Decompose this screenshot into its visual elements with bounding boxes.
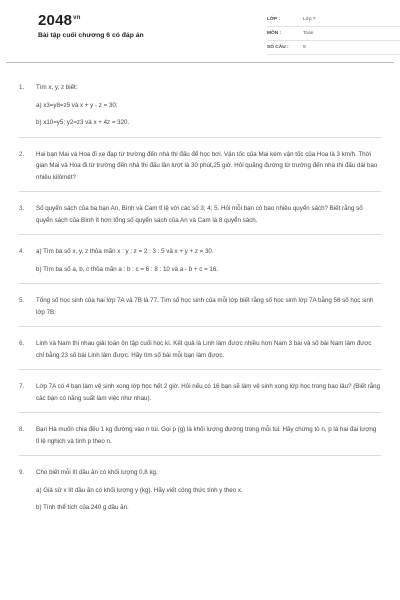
question-body bbox=[36, 149, 381, 184]
question-text: Số quyển sách của ba bạn An, Bình và Cam tỉ lệ với các số 3; 4; 5. Hỏi mỗi bạn có bao nhiêu quyển sách? Biết rằng số quyển sách của Bình ít hơn tổng số quyển sách của An và Cam là 8 quyển sách. bbox=[36, 205, 363, 224]
question-body bbox=[36, 424, 381, 447]
question-text: Cho biết mỗi lít dầu ăn có khối lượng 0,8 kg. bbox=[36, 469, 158, 476]
question-text: Lớp 7A có 4 bạn làm vệ sinh xong lớp học hết 2 giờ. Hỏi nếu có 16 bạn sẽ làm vệ sinh xong lớp học trong bao lâu? (Biết rằng các bạn có năng suất làm việc như nhau). bbox=[36, 383, 381, 402]
question-text: Tổng số học sinh của hai lớp 7A và 7B là 77. Tìm số học sinh của mỗi lớp biết rằng số học sinh lớp 7A bằng 56 số học sinh lớp 7B. bbox=[36, 297, 374, 316]
question-divider bbox=[19, 234, 381, 235]
question-item bbox=[19, 149, 381, 184]
question-item bbox=[19, 295, 381, 318]
meta-value: Lớp 7 bbox=[303, 17, 316, 22]
meta-label: SỐ CÂU : bbox=[267, 45, 289, 50]
question-list bbox=[19, 62, 381, 514]
header-divider bbox=[6, 62, 394, 63]
logo-suffix: vn bbox=[73, 15, 81, 21]
question-part: a) x3=y8=z5 và x + y - z = 30; bbox=[36, 101, 118, 109]
meta-label: MÔN : bbox=[267, 31, 282, 36]
question-body bbox=[36, 338, 381, 361]
meta-value: 9 bbox=[303, 45, 306, 50]
question-text: Linh và Nam thi nhau giải toán ôn tập cuối học kì. Kết quả là Linh làm được nhiều hơn Nam 3 bài và số bài Nam làm được chỉ bằng 23 số bài Linh làm được. Hãy tìm số bài mỗi bạn làm được. bbox=[36, 340, 372, 359]
question-item bbox=[19, 203, 381, 226]
question-body bbox=[36, 203, 381, 226]
question-text: Tìm x, y, z biết: bbox=[36, 84, 78, 91]
meta-row-question-count bbox=[267, 41, 400, 55]
site-logo[interactable] bbox=[38, 12, 81, 29]
question-part: b) x10=y5; y2=z3 và x + 4z = 320. bbox=[36, 119, 130, 126]
question-body bbox=[36, 246, 381, 275]
question-body bbox=[36, 467, 381, 514]
question-number: 2. bbox=[19, 150, 25, 158]
question-item bbox=[19, 381, 381, 404]
question-divider bbox=[19, 326, 381, 327]
question-text: a) Tìm ba số x, y, z thỏa mãn x : y : z = 2 : 3 : 5 và x + y + z = 30. bbox=[36, 248, 214, 255]
question-item bbox=[19, 246, 381, 275]
question-part: a) Giả sử x lít dầu ăn có khối lượng y (kg). Hãy viết công thức tính y theo x. bbox=[36, 486, 243, 494]
question-divider bbox=[19, 412, 381, 413]
question-number: 8. bbox=[19, 426, 25, 433]
question-item bbox=[19, 82, 381, 129]
question-number: 5. bbox=[19, 297, 25, 304]
question-text: Bạn Hà muốn chia đều 1 kg đường vào n túi. Gọi p (g) là khối lượng đường trong mỗi túi. Hãy chứng tỏ n, p là hai đại lượng tỉ lệ nghịch và tính p theo n. bbox=[36, 426, 377, 445]
question-number: 7. bbox=[19, 383, 25, 390]
meta-row-grade bbox=[267, 13, 400, 27]
question-part: b) Tìm ba số a, b, c thỏa mãn a : b : c = 6 : 8 : 10 và a - b + c = 16. bbox=[36, 265, 218, 273]
question-item bbox=[19, 424, 381, 447]
question-divider bbox=[19, 455, 381, 456]
question-body bbox=[36, 295, 381, 318]
question-body bbox=[36, 381, 381, 404]
question-divider bbox=[19, 191, 381, 192]
question-number: 3. bbox=[19, 205, 25, 212]
question-number: 1. bbox=[19, 84, 25, 91]
logo-text: 2048 bbox=[38, 12, 73, 29]
question-item bbox=[19, 338, 381, 361]
question-body bbox=[36, 82, 381, 129]
meta-value: Toán bbox=[303, 31, 314, 36]
question-part: b) Tính thể tích của 240 g dầu ăn. bbox=[36, 504, 129, 511]
question-divider bbox=[19, 369, 381, 370]
question-number: 4. bbox=[19, 248, 25, 255]
question-divider bbox=[19, 283, 381, 284]
page-header bbox=[19, 0, 381, 62]
question-divider bbox=[19, 137, 381, 138]
meta-row-subject bbox=[267, 27, 400, 41]
meta-table bbox=[267, 13, 400, 55]
meta-label: LỚP : bbox=[267, 17, 281, 22]
worksheet-title: Bài tập cuối chương 6 có đáp án bbox=[38, 32, 144, 39]
question-number: 9. bbox=[19, 469, 25, 476]
question-item bbox=[19, 467, 381, 514]
question-number: 6. bbox=[19, 340, 25, 347]
question-text: Hai bạn Mai và Hoa đi xe đạp từ trường đến nhà thi đấu để học bơi. Vận tốc của Mai kém vận tốc của Hoa là 3 km/h. Thời gian Mai và Hoa đi từ trường đến nhà thi đấu lần lượt là 30 phút,25 giờ. Hỏi quãng đường từ trường đến nhà thi đấu dài bao nhiêu kilômét? bbox=[36, 150, 378, 181]
